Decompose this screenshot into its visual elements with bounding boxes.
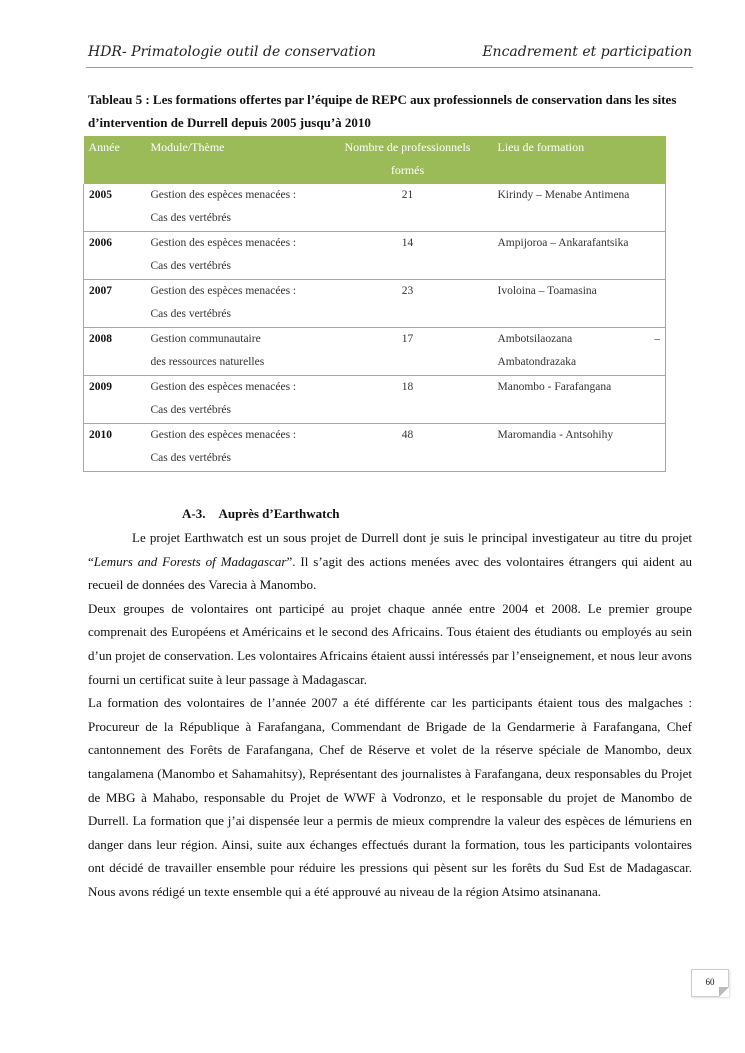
location-cell xyxy=(493,424,666,472)
location-cell xyxy=(493,184,666,232)
location-cell xyxy=(493,328,666,376)
count-cell: 48 xyxy=(323,424,493,472)
module-line: Gestion des espèces menacées : xyxy=(150,381,297,393)
location-line: Kirindy – Menabe Antimena xyxy=(497,189,630,201)
paragraph xyxy=(88,526,692,597)
module-cell xyxy=(146,424,323,472)
col-header-location: Lieu de formation xyxy=(493,136,666,184)
module-cell xyxy=(146,280,323,328)
location-cell xyxy=(493,376,666,424)
location-cell xyxy=(493,232,666,280)
section-heading xyxy=(182,506,339,522)
count-cell: 14 xyxy=(323,232,493,280)
running-header-left: HDR- Primatologie outil de conservation xyxy=(88,44,376,60)
paragraph: La formation des volontaires de l’année 2007 a été différente car les participants étaient tous des malgaches : Procureur de la République à Farafangana, Commendant de Brigade de la Gendarmerie à Farafangana, Chef cantonnement des Forêts de Farafangana, Chef de Réserve et volet de la réserve spéciale de Manombo, deux tangalamena (Manombo et Sahamahitsy), Représentant des journalistes à Farafangana, deux responsables du Projet de MBG à Mahabo, responsable du Projet de WWF à Vodronzo, et le responsable du projet de Manombo de Durrell. La formation que j’ai dispensée leur a permis de mieux comprendre la valeur des espèces de lémuriens en danger dans leur région. Ainsi, suite aux échanges effectués durant la formation, tous les participants volontaires ont décidé de travailler ensemble pour réduire les pressions qui pèsent sur les forêts du Sud Est de Madagascar. Nous avons rédigé un texte ensemble qui a été approuvé au niveau de la région Atsimo atsinanana. xyxy=(88,695,692,899)
col-header-year: Année xyxy=(84,136,146,184)
year-cell: 2005 xyxy=(84,184,146,232)
table-row xyxy=(84,424,666,472)
table-row xyxy=(84,328,666,376)
year-cell: 2006 xyxy=(84,232,146,280)
running-header-right: Encadrement et participation xyxy=(482,44,692,60)
module-line: Cas des vertébrés xyxy=(150,260,231,272)
count-cell: 18 xyxy=(323,376,493,424)
count-cell: 21 xyxy=(323,184,493,232)
module-line: Gestion des espèces menacées : xyxy=(150,285,297,297)
year-cell: 2007 xyxy=(84,280,146,328)
paragraph: Deux groupes de volontaires ont participé au projet chaque année entre 2004 et 2008. Le premier groupe comprenait des Européens et Américains et le second des Africains. Tous étaient des étudiants ou employés au sein d’un projet de conservation. Les volontaires Africains étaient aussi intéressés par l’enseignement, et nous leur avons fourni un certificat suite à leur passage à Madagascar. xyxy=(88,600,692,687)
location-line: Ambotsilaozana xyxy=(497,333,573,345)
module-line: Cas des vertébrés xyxy=(150,452,231,464)
page-number: 60 xyxy=(691,969,729,997)
module-line: Gestion des espèces menacées : xyxy=(150,429,297,441)
module-line: Gestion des espèces menacées : xyxy=(150,189,297,201)
table-row xyxy=(84,232,666,280)
location-line: Ambatondrazaka xyxy=(497,356,577,368)
body-text xyxy=(88,526,692,904)
section-number: A-3. xyxy=(182,506,206,521)
table-row xyxy=(84,376,666,424)
col-header-count: Nombre de professionnels formés xyxy=(323,136,493,184)
module-cell xyxy=(146,376,323,424)
text: ”. Il s’agit des actions menées avec des volontaires étrangers qui aident au recueil de données des Varecia à Manombo. xyxy=(88,553,692,593)
year-cell: 2010 xyxy=(84,424,146,472)
module-cell xyxy=(146,328,323,376)
text: Le projet Earthwatch est un sous projet de Durrell dont je suis le principal investigateur au titre du projet “ xyxy=(88,530,692,569)
module-line: Cas des vertébrés xyxy=(150,404,231,416)
year-cell: 2009 xyxy=(84,376,146,424)
header-divider xyxy=(86,67,693,68)
table-row xyxy=(84,184,666,232)
training-table xyxy=(83,136,666,472)
location-line: Ivoloina – Toamasina xyxy=(497,285,597,297)
year-cell: 2008 xyxy=(84,328,146,376)
col-header-module: Module/Thème xyxy=(146,136,323,184)
dash: – xyxy=(654,333,660,345)
module-line: Gestion communautaire xyxy=(150,333,261,345)
count-cell: 23 xyxy=(323,280,493,328)
module-cell xyxy=(146,184,323,232)
table-row xyxy=(84,280,666,328)
table-header-row xyxy=(84,136,666,184)
location-cell xyxy=(493,280,666,328)
module-line: des ressources naturelles xyxy=(150,356,265,368)
location-line: Ampijoroa – Ankarafantsika xyxy=(497,237,629,249)
module-line: Cas des vertébrés xyxy=(150,308,231,320)
module-line: Gestion des espèces menacées : xyxy=(150,237,297,249)
module-line: Cas des vertébrés xyxy=(150,212,231,224)
table-caption: Tableau 5 : Les formations offertes par l’équipe de REPC aux professionnels de conservation dans les sites d’intervention de Durrell depuis 2005 jusqu’à 2010 xyxy=(88,92,677,130)
location-line: Manombo - Farafangana xyxy=(497,381,612,393)
project-title: Lemurs and Forests of Madagascar xyxy=(93,553,287,569)
module-cell xyxy=(146,232,323,280)
count-cell: 17 xyxy=(323,328,493,376)
section-title: Auprès d’Earthwatch xyxy=(218,506,340,521)
location-line: Maromandia - Antsohihy xyxy=(497,429,614,441)
